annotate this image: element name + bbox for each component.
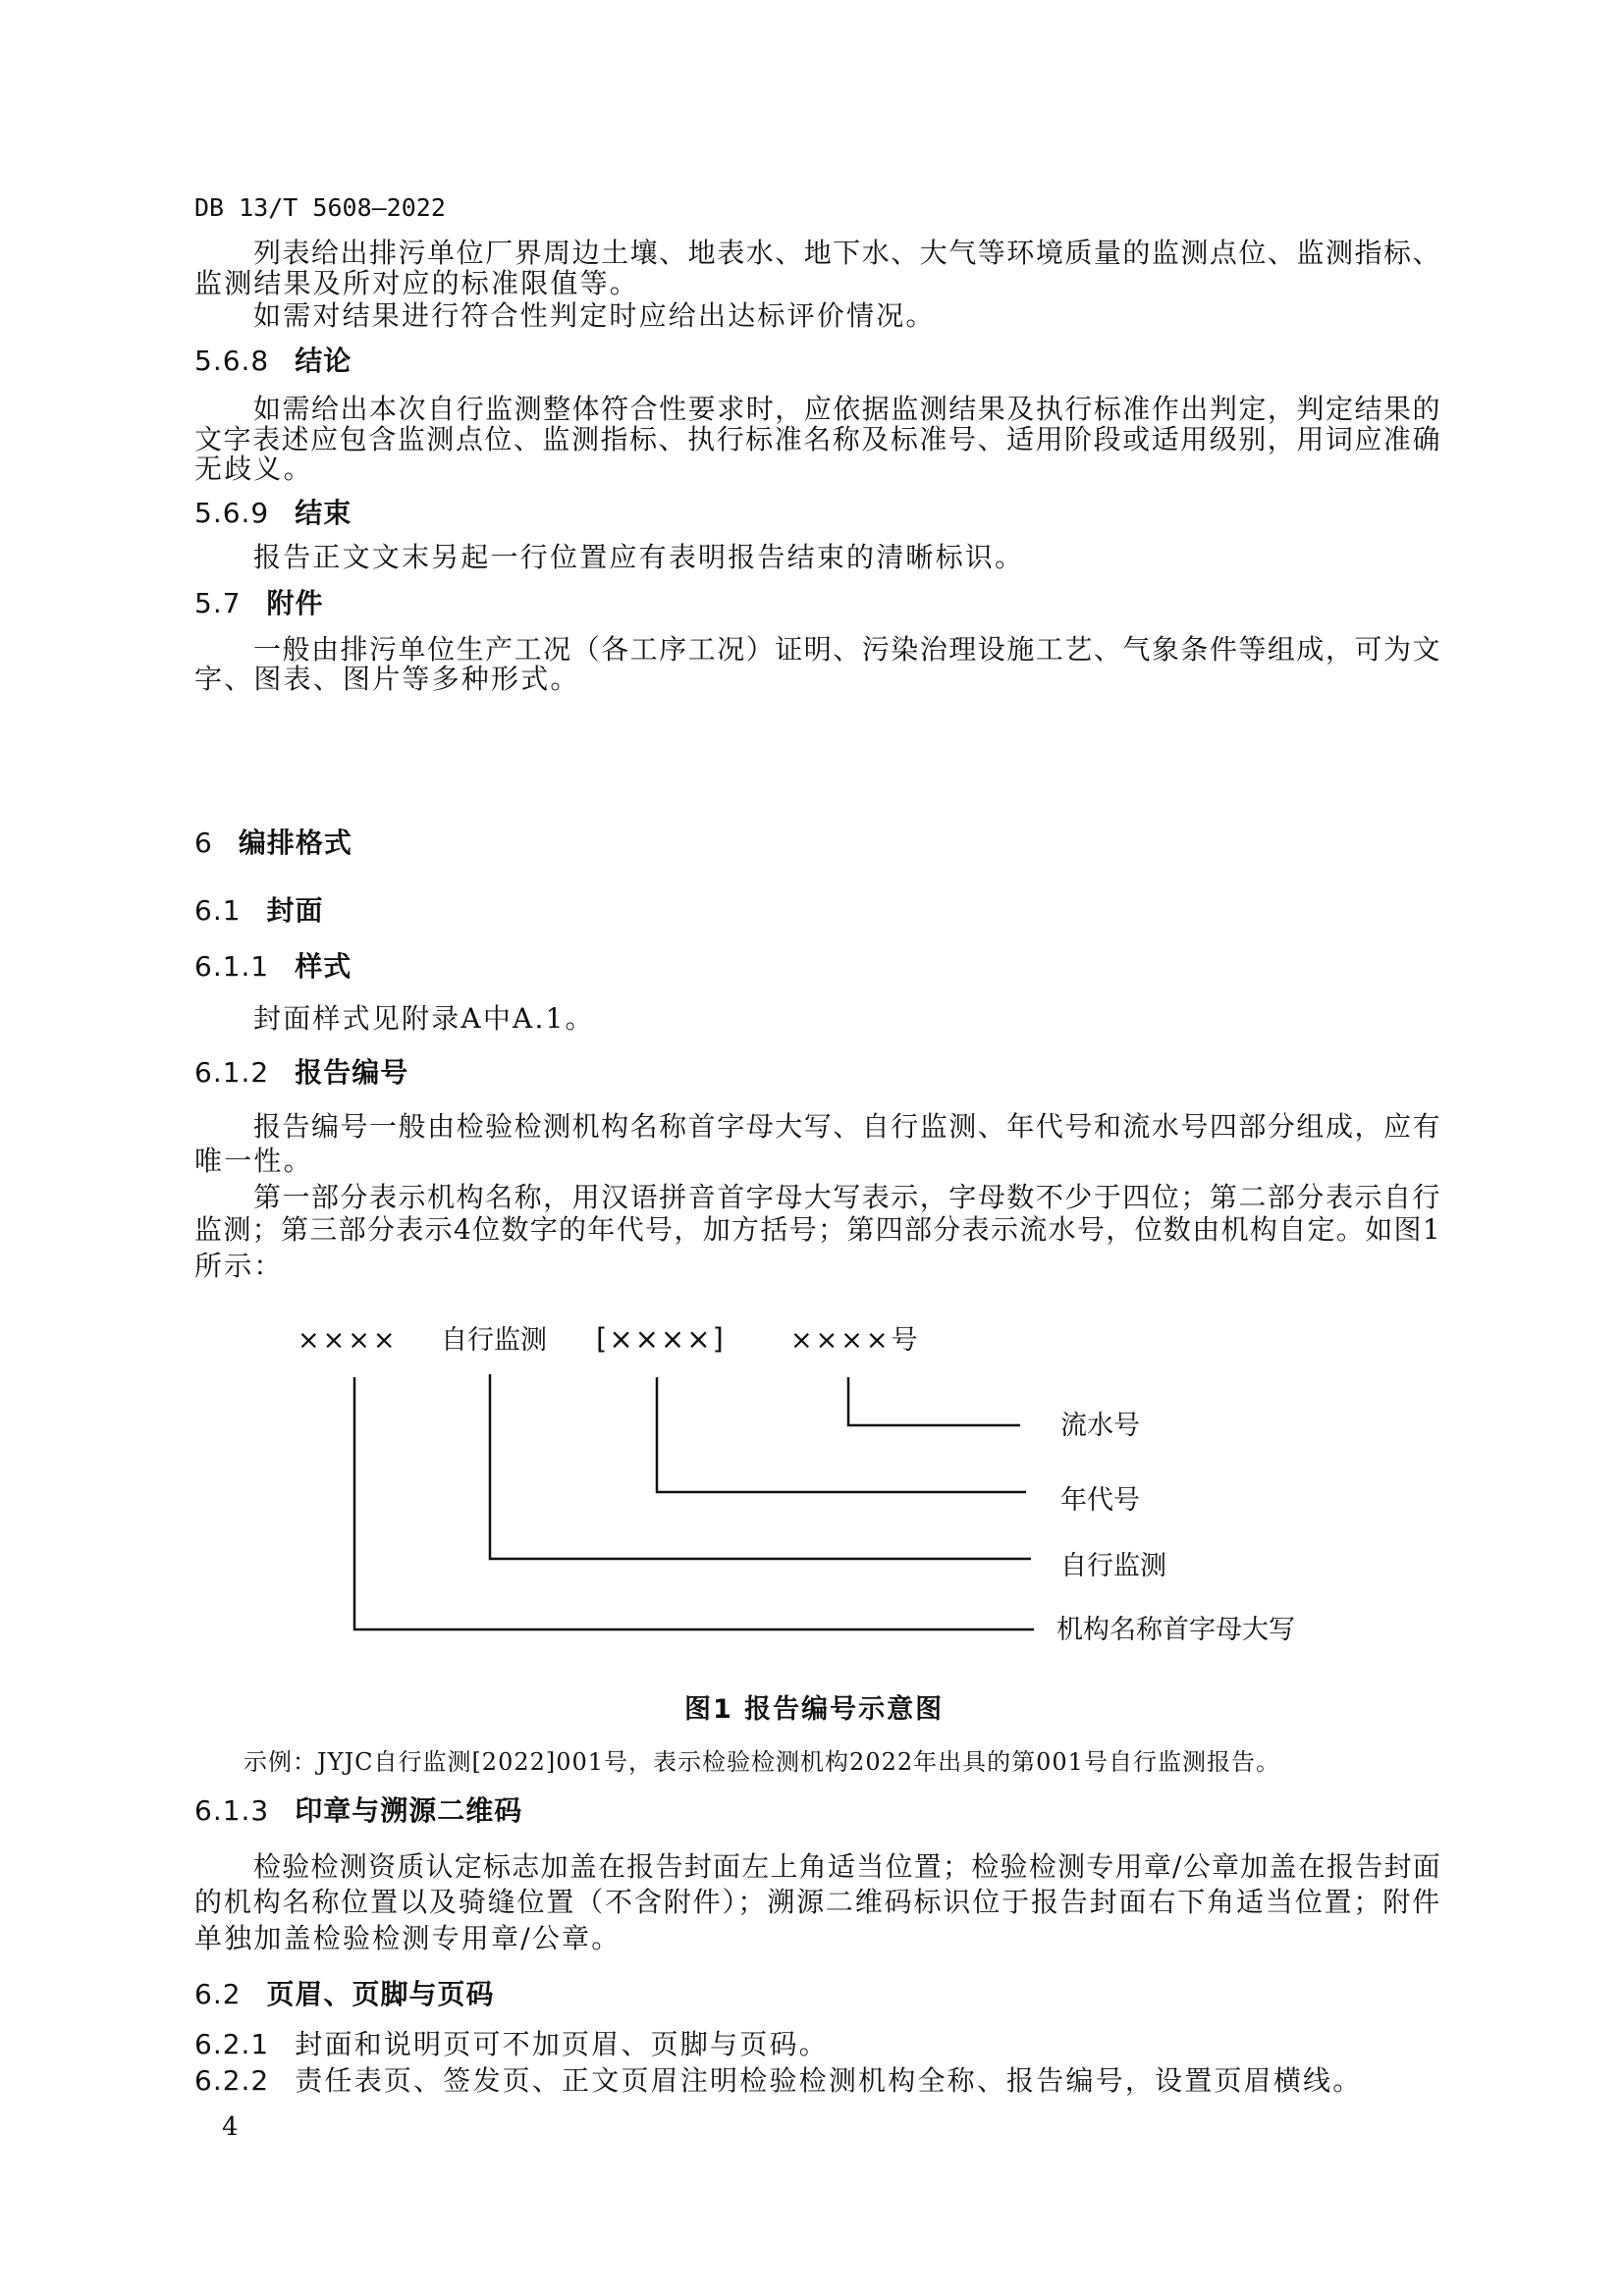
section-title: 编排格式 (238, 827, 352, 859)
paragraph-line: 所示： (194, 1250, 284, 1282)
connector-org-code (354, 1377, 1034, 1629)
section-number: 6.1.2 (194, 1056, 270, 1089)
section-title: 页眉、页脚与页码 (266, 1978, 495, 2010)
paragraph-line: 报告正文文末另起一行位置应有表明报告结束的清晰标识。 (253, 541, 1025, 573)
section-title: 样式 (295, 950, 352, 983)
paragraph-line: 单独加盖检验检测专用章/公章。 (194, 1922, 622, 1954)
section-title: 结束 (295, 497, 352, 529)
clause-6-2-2 (194, 2064, 1363, 2097)
paragraph-line: 监测；第三部分表示4位数字的年代号，加方括号；第四部分表示流水号，位数由机构自定。如图1 (194, 1213, 1441, 1246)
paragraph-line: 第一部分表示机构名称，用汉语拼音首字母大写表示，字母数不少于四位；第二部分表示自行 (253, 1181, 1441, 1213)
label-year-number: 年代号 (1060, 1485, 1140, 1516)
paragraph-line: 监测结果及所对应的标准限值等。 (194, 267, 640, 299)
clause-text: 责任表页、签发页、正文页眉注明检验检测机构全称、报告编号，设置页眉横线。 (295, 2064, 1363, 2097)
section-number: 6.2.1 (194, 2028, 270, 2060)
example-note: 示例：JYJC自行监测[2022]001号，表示检验检测机构2022年出具的第001号自行监测报告。 (244, 1748, 1280, 1776)
section-heading-6-1-3 (194, 1794, 523, 1827)
section-title: 印章与溯源二维码 (295, 1794, 523, 1827)
section-number: 6.1 (194, 894, 242, 927)
paragraph-line: 文字表述应包含监测点位、监测指标、执行标准名称及标准号、适用阶段或适用级别，用词应准确 (194, 423, 1441, 455)
paragraph-line: 唯一性。 (194, 1145, 313, 1177)
paragraph-line: 检验检测资质认定标志加盖在报告封面左上角适当位置；检验检测专用章/公章加盖在报告封面 (253, 1850, 1441, 1883)
paragraph-line: 如需对结果进行符合性判定时应给出达标评价情况。 (253, 299, 936, 332)
paragraph-line: 一般由排污单位生产工况（各工序工况）证明、污染治理设施工艺、气象条件等组成，可为文 (253, 633, 1441, 666)
section-number: 6.2.2 (194, 2064, 270, 2097)
section-title: 封面 (266, 894, 324, 927)
clause-6-2-1 (194, 2028, 829, 2060)
label-org-initials: 机构名称首字母大写 (1056, 1615, 1295, 1645)
diagram-part-serial: ××××号 (790, 1325, 921, 1356)
paragraph-line: 字、图表、图片等多种形式。 (194, 663, 580, 695)
section-heading-6-2 (194, 1978, 495, 2010)
page-number: 4 (222, 2112, 239, 2142)
section-number: 6.1.3 (194, 1794, 270, 1827)
label-self-monitoring: 自行监测 (1060, 1551, 1166, 1581)
paragraph-line: 封面样式见附录A中A.1。 (253, 1002, 595, 1035)
paragraph-line: 的机构名称位置以及骑缝位置（不含附件）；溯源二维码标识位于报告封面右下角适当位置；附件 (194, 1886, 1441, 1918)
diagram-part-org-code: ×××× (298, 1325, 399, 1356)
section-number: 6 (194, 827, 213, 859)
paragraph-line: 如需给出本次自行监测整体符合性要求时，应依据监测结果及执行标准作出判定，判定结果的 (253, 393, 1441, 425)
paragraph-line: 报告编号一般由检验检测机构名称首字母大写、自行监测、年代号和流水号四部分组成，应有 (253, 1110, 1441, 1143)
section-title: 报告编号 (295, 1056, 409, 1089)
label-serial-number: 流水号 (1060, 1411, 1140, 1441)
section-title: 附件 (266, 587, 324, 619)
section-number: 5.7 (194, 587, 242, 619)
diagram-part-self-monitoring: 自行监测 (441, 1325, 547, 1356)
clause-text: 封面和说明页可不加页眉、页脚与页码。 (295, 2028, 829, 2060)
standard-code-header: DB 13/T 5608—2022 (194, 193, 446, 222)
paragraph-line: 无歧义。 (194, 453, 313, 485)
diagram-part-year: [××××] (596, 1322, 726, 1356)
figure-caption: 图1 报告编号示意图 (684, 1694, 945, 1725)
section-number: 6.2 (194, 1978, 242, 2010)
section-number: 5.6.8 (194, 345, 270, 377)
connector-year (657, 1377, 1026, 1492)
section-number: 6.1.1 (194, 950, 270, 983)
section-number: 5.6.9 (194, 497, 270, 529)
paragraph-line: 列表给出排污单位厂界周边土壤、地表水、地下水、大气等环境质量的监测点位、监测指标、 (253, 237, 1441, 269)
section-title: 结论 (295, 345, 352, 377)
connector-self-monitoring (490, 1374, 1031, 1559)
connector-serial (848, 1377, 1020, 1425)
